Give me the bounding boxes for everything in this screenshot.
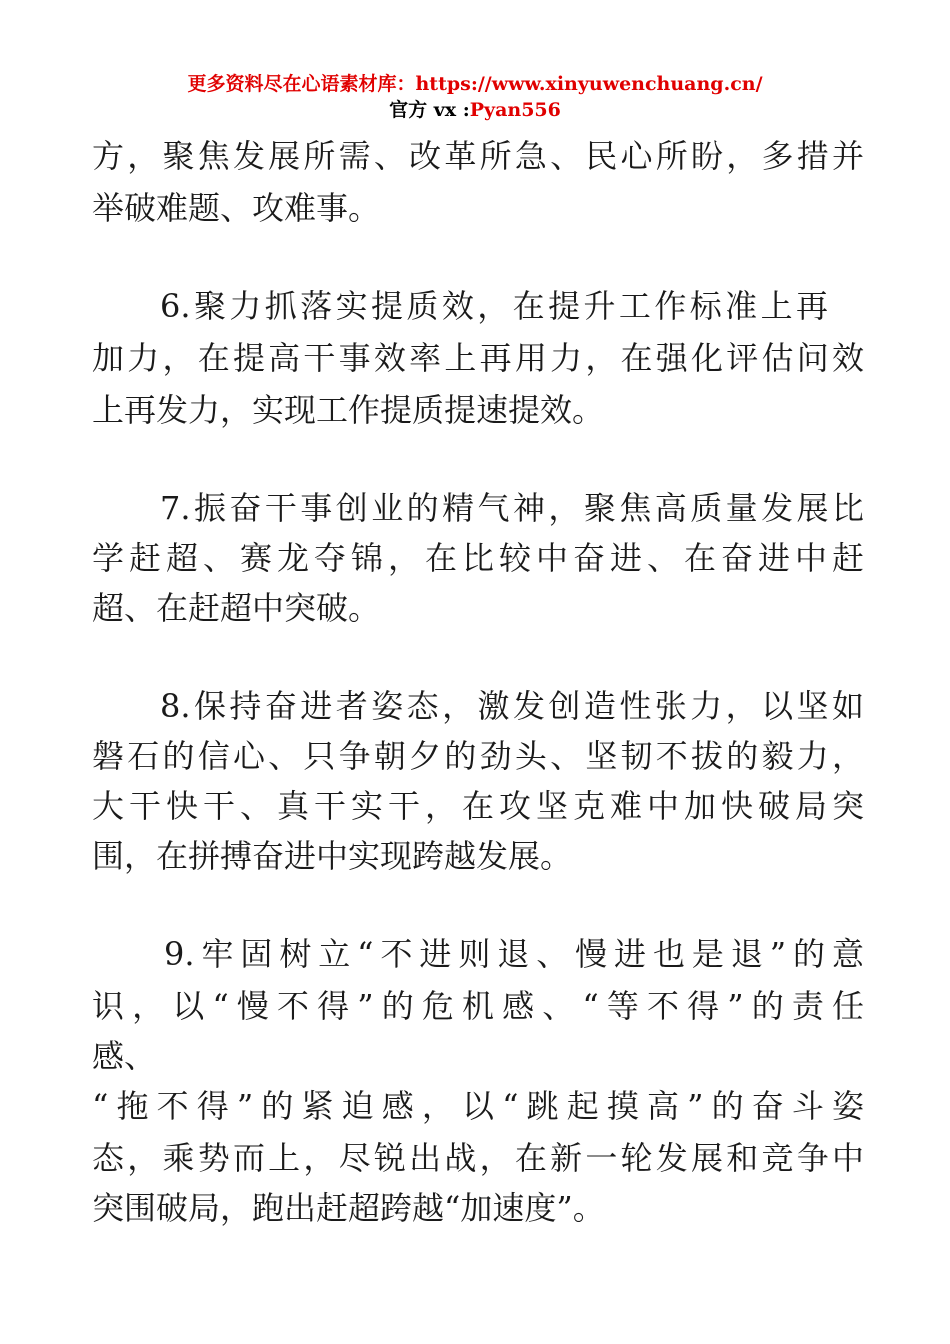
paragraph-9-line-2: 识，以“慢不得”的危机感、“等不得”的责任 [92,987,864,1025]
paragraph-9-line-4: “拖不得”的紧迫感，以“跳起摸高”的奋斗姿 [92,1087,864,1125]
paragraph-7-line-3: 超、在赶超中突破。 [92,589,381,627]
header-resource-link[interactable]: 更多资料尽在心语素材库：https://www.xinyuwenchuang.cn/ [187,73,763,95]
paragraph-7-line-2: 学赶超、赛龙夺锦，在比较中奋进、在奋进中赶 [92,539,864,577]
paragraph-5-line-1: 方，聚焦发展所需、改革所急、民心所盼，多措并 [92,137,864,175]
paragraph-9-line-5: 态，乘势而上，尽锐出战，在新一轮发展和竞争中 [92,1139,864,1177]
header-contact-id: Pyan556 [469,99,561,121]
paragraph-6-line-3: 上再发力，实现工作提质提速提效。 [92,391,605,429]
paragraph-7-line-1: 7.振奋干事创业的精气神，聚焦高质量发展比 [160,489,864,527]
paragraph-9-line-6: 突围破局，跑出赶超跨越“加速度”。 [92,1189,605,1227]
header-contact [0,98,950,122]
header-contact-label: 官方 vx : [389,99,470,121]
paragraph-8-line-1: 8.保持奋进者姿态，激发创造性张力，以坚如 [160,687,864,725]
paragraph-6-line-2: 加力，在提高干事效率上再用力，在强化评估问效 [92,339,864,377]
paragraph-6-line-1: 6.聚力抓落实提质效，在提升工作标准上再 [160,287,828,325]
paragraph-8-line-3: 大干快干、真干实干，在攻坚克难中加快破局突 [92,787,864,825]
paragraph-8-line-2: 磐石的信心、只争朝夕的劲头、坚韧不拔的毅力， [92,737,864,775]
paragraph-9-line-1: 9.牢固树立“不进则退、慢进也是退”的意 [164,935,864,973]
paragraph-8-line-4: 围，在拼搏奋进中实现跨越发展。 [92,837,573,875]
paragraph-9-line-3: 感、 [92,1037,157,1075]
paragraph-5-line-2: 举破难题、攻难事。 [92,189,381,227]
